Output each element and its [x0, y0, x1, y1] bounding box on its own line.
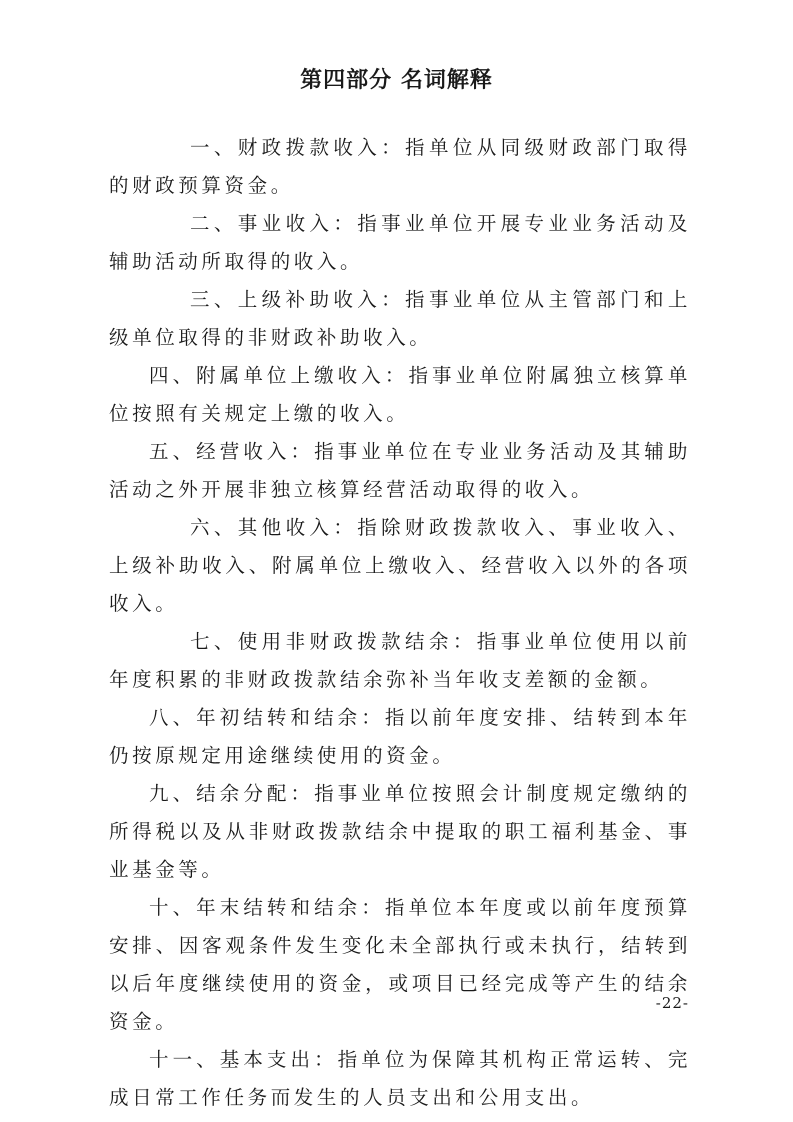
definition-paragraph-6: 六、其他收入：指除财政拨款收入、事业收入、上级补助收入、附属单位上缴收入、经营收入以外的各项收入。	[109, 516, 691, 615]
definition-paragraph-7: 七、使用非财政拨款结余：指事业单位使用以前年度积累的非财政拨款结余弥补当年收支差额的金额。	[109, 630, 691, 691]
definition-paragraph-4: 四、附属单位上缴收入：指事业单位附属独立核算单位按照有关规定上缴的收入。	[109, 364, 691, 425]
definition-paragraph-10: 十、年末结转和结余：指单位本年度或以前年度预算安排、因客观条件发生变化未全部执行或未执行，结转到以后年度继续使用的资金，或项目已经完成等产生的结余资金。	[109, 896, 691, 1033]
document-body	[109, 129, 691, 1117]
definition-paragraph-2: 二、事业收入：指事业单位开展专业业务活动及辅助活动所取得的收入。	[109, 212, 691, 273]
definition-paragraph-8: 八、年初结转和结余：指以前年度安排、结转到本年仍按原规定用途继续使用的资金。	[109, 706, 691, 767]
definition-paragraph-5: 五、经营收入：指事业单位在专业业务活动及其辅助活动之外开展非独立核算经营活动取得的收入。	[109, 440, 691, 501]
definition-paragraph-1: 一、财政拨款收入：指单位从同级财政部门取得的财政预算资金。	[109, 136, 691, 197]
definition-paragraph-3: 三、上级补助收入：指事业单位从主管部门和上级单位取得的非财政补助收入。	[109, 288, 691, 349]
definition-paragraph-11: 十一、基本支出：指单位为保障其机构正常运转、完成日常工作任务而发生的人员支出和公用支出。	[109, 1048, 691, 1109]
definition-paragraph-9: 九、结余分配：指事业单位按照会计制度规定缴纳的所得税以及从非财政拨款结余中提取的职工福利基金、事业基金等。	[109, 782, 691, 881]
page-number: -22-	[655, 994, 689, 1012]
page-title: 第四部分 名词解释	[300, 68, 493, 93]
